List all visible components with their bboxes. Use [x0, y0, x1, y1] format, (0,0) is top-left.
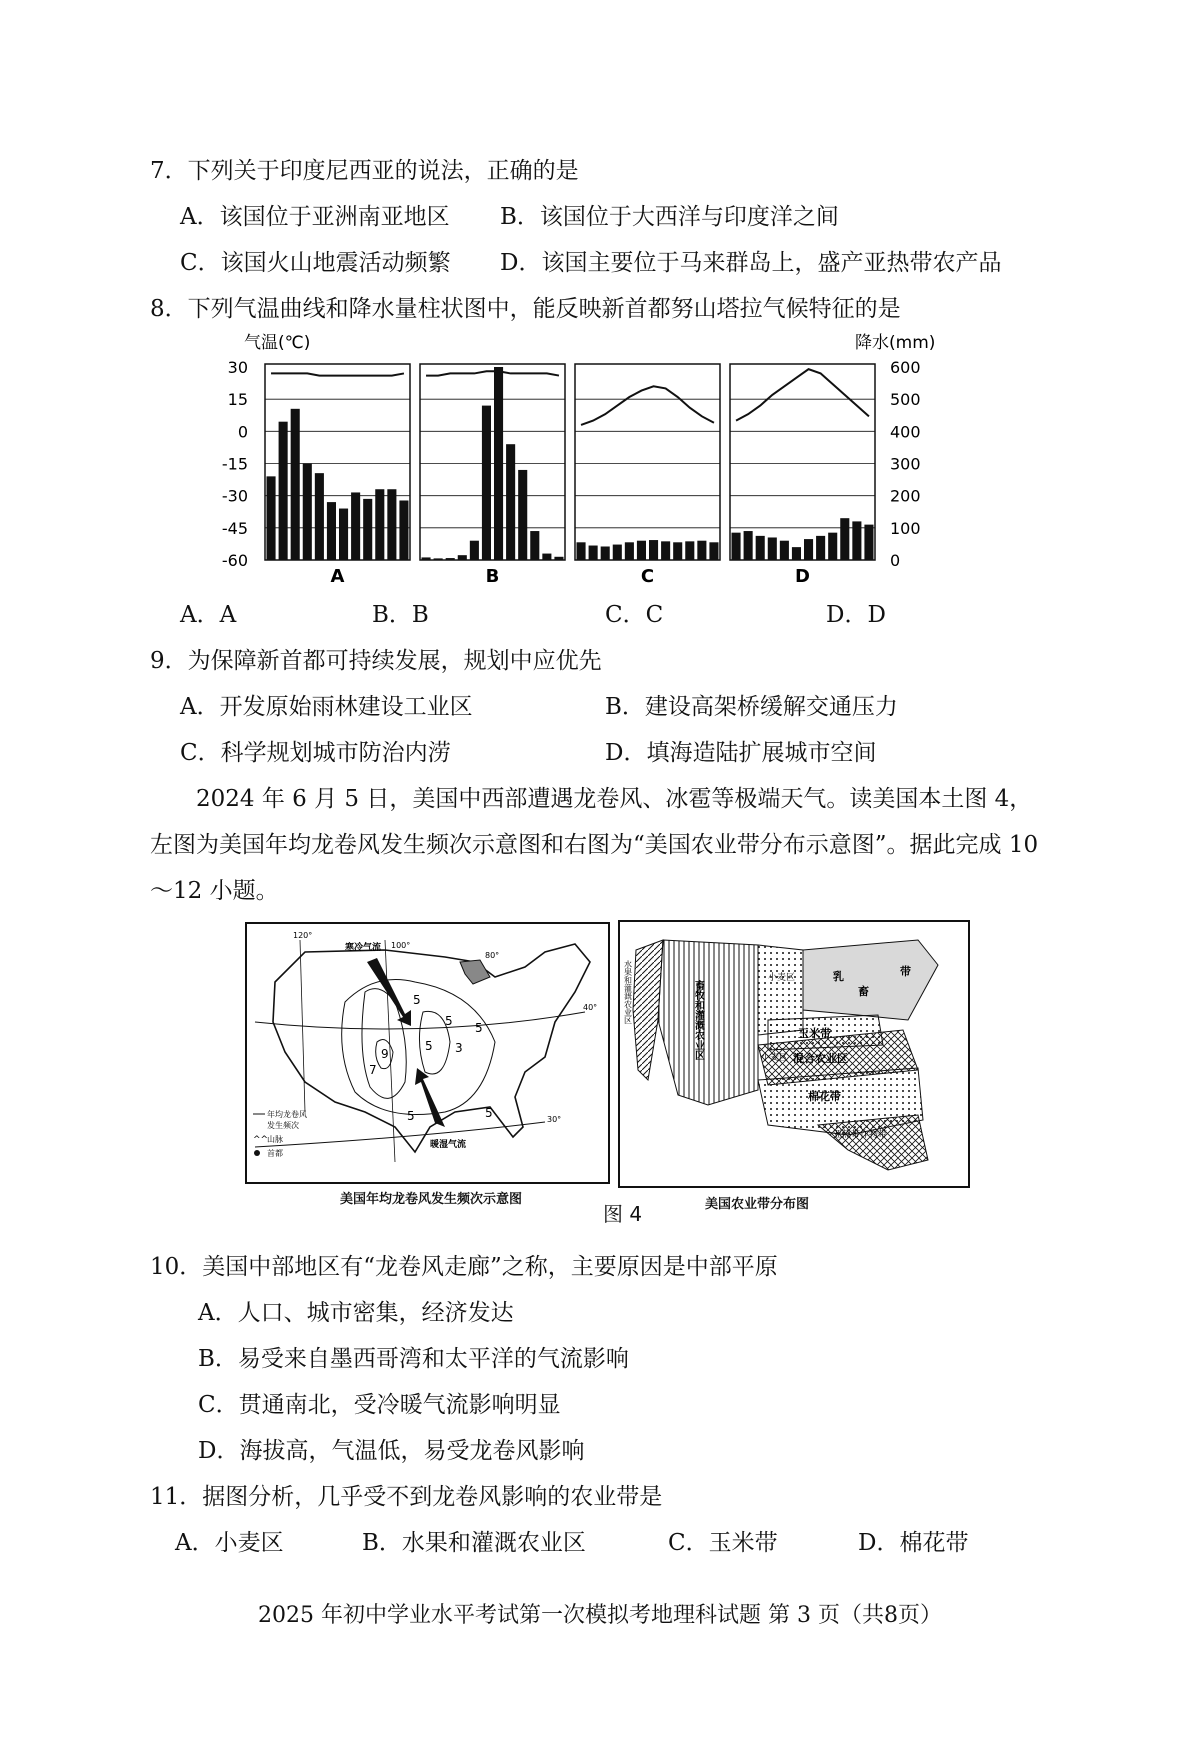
legend-capital-label: 首都 — [267, 1149, 283, 1158]
precip-bar — [685, 541, 694, 560]
intro-paragraph: 2024 年 6 月 5 日，美国中西部遭遇龙卷风、冰雹等极端天气。读美国本土图 4，左图为美国年均龙卷风发生频次示意图和右图为“美国农业带分布示意图”。据此完成 10～12 小题。 — [150, 786, 1039, 904]
q11-option-b: B．水果和灌溉农业区 — [362, 1530, 586, 1556]
q7-option-c: C．该国火山地震活动频繁 — [180, 250, 451, 276]
panel-label: D — [795, 566, 810, 587]
q9-stem: 9．为保障新首都可持续发展，规划中应优先 — [150, 648, 602, 674]
precip-tick-label: 500 — [890, 390, 921, 410]
precip-bar — [375, 489, 384, 560]
panel-label: B — [485, 566, 500, 587]
figure-label: 图 4 — [603, 1202, 643, 1226]
q10-option-b: B．易受来自墨西哥湾和太平洋的气流影响 — [198, 1346, 629, 1372]
precip-bar — [518, 470, 527, 560]
precip-bar — [804, 539, 813, 560]
precip-tick-label: 100 — [890, 518, 921, 538]
q10-stem: 10．美国中部地区有“龙卷风走廊”之称，主要原因是中部平原 — [150, 1254, 778, 1280]
precip-bar — [601, 546, 610, 560]
right-map-caption: 美国农业带分布图 — [705, 1197, 810, 1212]
precip-bar — [434, 558, 443, 560]
precip-bar — [351, 492, 360, 560]
precip-bar — [577, 542, 586, 560]
precip-bar — [625, 542, 634, 560]
q10-option-d: D．海拔高，气温低，易受龙卷风影响 — [198, 1438, 585, 1464]
panel-frame — [420, 364, 565, 560]
precip-bar — [494, 367, 503, 560]
precip-bar — [279, 422, 288, 560]
precip-tick-label: 0 — [890, 551, 901, 570]
precip-bar — [673, 542, 682, 560]
q8-option-c: C．C — [605, 602, 664, 628]
temp-tick-labels — [222, 358, 248, 570]
mountain-icon: ^^ — [253, 1135, 269, 1145]
contour-label: 5 — [475, 1021, 483, 1035]
left-map-caption: 美国年均龙卷风发生频次示意图 — [340, 1192, 523, 1207]
q9-option-b: B．建设高架桥缓解交通压力 — [605, 694, 898, 720]
temp-tick-label: -45 — [221, 518, 248, 538]
q7-stem: 7．下列关于印度尼西亚的说法，正确的是 — [150, 158, 579, 184]
contour-label: 3 — [455, 1041, 463, 1055]
zone-label: 棉花带 — [808, 1090, 841, 1103]
temp-tick-label: 30 — [227, 358, 248, 377]
chart-panel-d — [730, 364, 875, 587]
zone-label: 小麦区 — [768, 973, 796, 983]
precip-tick-label: 200 — [890, 486, 921, 506]
precip-bar — [828, 533, 837, 560]
precip-bar — [530, 531, 539, 560]
precip-tick-label: 600 — [890, 358, 921, 377]
contour-label: 9 — [381, 1047, 389, 1061]
q11-option-a: A．小麦区 — [175, 1530, 284, 1556]
precip-bar — [470, 541, 479, 560]
precip-bar — [542, 554, 551, 560]
zone-label: 乳 — [833, 970, 844, 983]
zone-label: 玉米带 — [798, 1027, 831, 1040]
temp-tick-label: -15 — [221, 454, 248, 474]
zone-label: 混合农业区 — [793, 1052, 848, 1065]
precip-bar — [732, 533, 741, 560]
legend-tornado-label: 年均龙卷风 — [267, 1110, 307, 1119]
q9-option-d: D．填海造陆扩展城市空间 — [605, 740, 877, 766]
q8-option-d: D．D — [826, 602, 886, 628]
q7-option-b: B．该国位于大西洋与印度洋之间 — [500, 204, 839, 230]
precip-bar — [756, 536, 765, 560]
precip-bar — [852, 521, 861, 560]
q10-option-a: A．人口、城市密集，经济发达 — [198, 1300, 514, 1326]
precip-bar — [315, 473, 324, 560]
precip-bar — [482, 406, 491, 560]
precip-bar — [780, 541, 789, 560]
zone-label: 畜 — [858, 985, 869, 998]
q8-option-b: B．B — [372, 602, 429, 628]
precip-bar — [661, 541, 670, 560]
precip-bar — [554, 557, 563, 560]
contour-label: 7 — [369, 1063, 377, 1077]
temp-tick-label: -60 — [221, 551, 248, 570]
q7-option-a: A．该国位于亚洲南亚地区 — [180, 204, 450, 230]
precip-bar — [744, 531, 753, 560]
lon-80-label: 80° — [485, 951, 500, 960]
precip-bar — [792, 547, 801, 560]
q11-stem: 11．据图分析，几乎受不到龙卷风影响的农业带是 — [150, 1484, 663, 1510]
precip-tick-label: 300 — [890, 454, 921, 474]
contour-label: 5 — [425, 1039, 433, 1053]
contour-label: 5 — [445, 1014, 453, 1028]
agriculture-belt-map — [618, 920, 970, 1188]
precip-bar — [840, 518, 849, 560]
legend-mountain-label: 山脉 — [267, 1135, 283, 1144]
chart-panel-c — [575, 364, 720, 587]
q11-option-d: D．棉花带 — [858, 1530, 969, 1556]
page-footer: 2025 年初中学业水平考试第一次模拟考地理科试题 第 3 页（共8页） — [258, 1603, 942, 1628]
precip-bar — [589, 546, 598, 560]
q9-option-c: C．科学规划城市防治内涝 — [180, 740, 451, 766]
precip-bar — [267, 476, 276, 560]
precip-bar — [816, 536, 825, 560]
precip-bar — [291, 409, 300, 560]
precip-tick-labels — [890, 358, 921, 570]
precip-bar — [399, 500, 408, 560]
legend-frequency-label: 发生频次 — [267, 1121, 299, 1130]
precip-bar — [506, 444, 515, 560]
chart-panel-a — [265, 364, 410, 587]
precip-bar — [697, 541, 706, 560]
precip-bar — [327, 502, 336, 560]
precip-bar — [864, 525, 873, 560]
panel-label: A — [330, 566, 345, 587]
precip-bar — [387, 489, 396, 560]
tornado-frequency-map — [245, 922, 610, 1184]
lon-120-label: 120° — [293, 931, 313, 940]
precip-bar — [637, 541, 646, 560]
q8-stem: 8．下列气温曲线和降水量柱状图中，能反映新首都努山塔拉气候特征的是 — [150, 296, 901, 322]
temp-tick-label: 0 — [237, 422, 248, 442]
zone-label: 小麦区 — [761, 1053, 789, 1063]
precip-axis-label: 降水(mm) — [855, 333, 936, 353]
precip-bar — [339, 509, 348, 560]
zone-label: 带 — [900, 965, 911, 978]
lon-100-label: 100° — [391, 941, 411, 950]
temp-tick-label: -30 — [221, 486, 248, 506]
q11-option-c: C．玉米带 — [668, 1530, 778, 1556]
warm-air-label: 暖湿气流 — [430, 1140, 467, 1150]
lat-40-label: 40° — [583, 1003, 598, 1012]
temp-axis-label: 气温(℃) — [244, 333, 311, 353]
precip-bar — [768, 537, 777, 560]
climate-charts — [221, 332, 950, 594]
q9-option-a: A．开发原始雨林建设工业区 — [180, 694, 473, 720]
precip-tick-label: 400 — [890, 422, 921, 442]
panel-label: C — [640, 566, 655, 587]
chart-panels — [265, 364, 875, 587]
precip-bar — [303, 464, 312, 561]
q7-option-d: D．该国主要位于马来群岛上，盛产亚热带农产品 — [500, 250, 1002, 276]
capital-icon — [254, 1150, 260, 1156]
lat-30-label: 30° — [547, 1115, 562, 1124]
temp-tick-label: 15 — [227, 390, 248, 410]
q10-option-c: C．贯通南北，受冷暖气流影响明显 — [198, 1392, 561, 1418]
precip-bar — [363, 499, 372, 560]
cold-air-label: 寒冷气流 — [345, 943, 382, 953]
zone-label: 亚热带作物带 — [833, 1130, 888, 1140]
zone-label: 水果和灌溉农业区 — [623, 960, 633, 1024]
precip-bar — [446, 558, 455, 560]
panel-frame — [575, 364, 720, 560]
contour-label: 5 — [413, 993, 421, 1007]
zone-label: 畜牧和灌溉农业区 — [692, 980, 704, 1060]
q8-option-a: A．A — [180, 602, 237, 628]
precip-bar — [649, 540, 658, 560]
chart-panel-b — [420, 364, 565, 587]
precip-bar — [422, 557, 431, 560]
precip-bar — [458, 555, 467, 560]
precip-bar — [709, 542, 718, 560]
contour-label: 5 — [407, 1109, 415, 1123]
contour-label: 5 — [485, 1106, 493, 1120]
precip-bar — [613, 545, 622, 560]
